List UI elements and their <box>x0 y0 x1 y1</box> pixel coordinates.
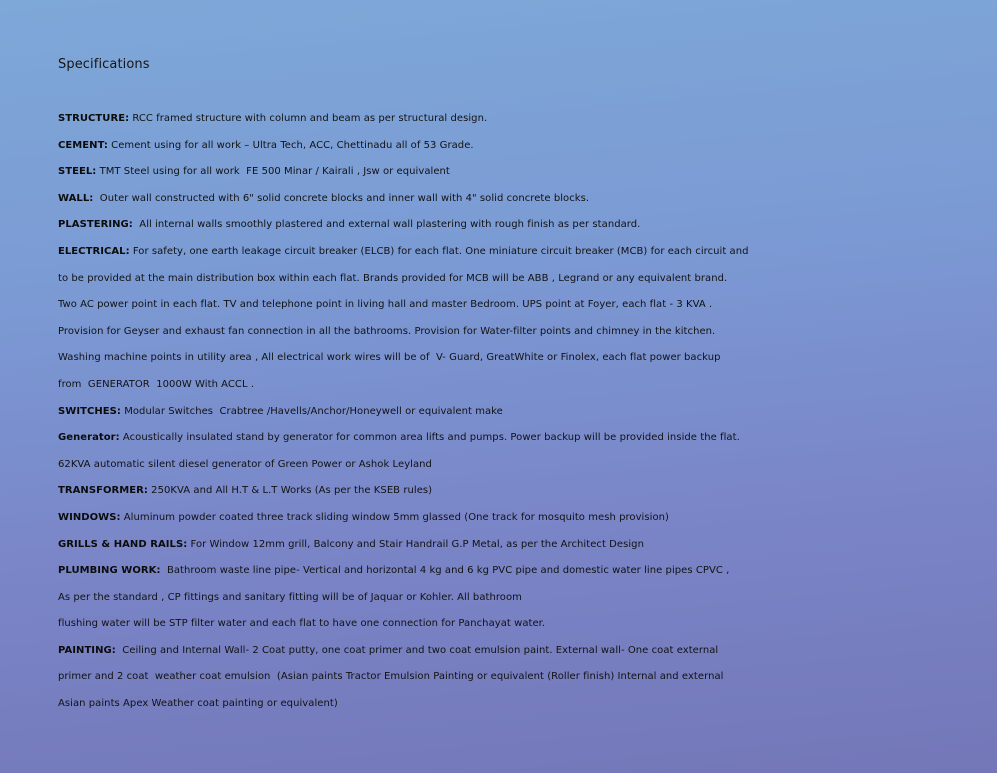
spec-text: Acoustically insulated stand by generator for common area lifts and pumps. Power backup will be provided inside the flat. <box>119 432 740 444</box>
spec-line <box>58 345 958 372</box>
spec-text: Outer wall constructed with 6" solid concrete blocks and inner wall with 4" solid concrete blocks. <box>93 192 590 204</box>
spec-line <box>58 133 958 160</box>
spec-line <box>58 478 958 505</box>
spec-line <box>58 664 958 691</box>
spec-label: STEEL: <box>58 166 97 178</box>
spec-label: PLUMBING WORK: <box>58 565 161 577</box>
spec-label: WALL: <box>58 192 94 204</box>
spec-text: 62KVA automatic silent diesel generator of Green Power or Ashok Leyland <box>58 458 432 470</box>
spec-text: Ceiling and Internal Wall- 2 Coat putty, one coat primer and two coat emulsion paint. External wall- One coat external <box>115 644 719 656</box>
spec-text: Provision for Geyser and exhaust fan connection in all the bathrooms. Provision for Water-filter points and chimney in the kitchen. <box>58 325 716 337</box>
spec-label: SWITCHES: <box>58 405 121 417</box>
spec-line <box>58 505 958 532</box>
spec-label: TRANSFORMER: <box>58 485 148 497</box>
spec-line <box>58 372 958 399</box>
spec-line <box>58 691 958 718</box>
spec-text: primer and 2 coat weather coat emulsion (Asian paints Tractor Emulsion Painting or equivalent (Roller finish) Internal and external <box>58 671 724 683</box>
spec-line <box>58 186 958 213</box>
spec-label: PAINTING: <box>58 644 116 656</box>
spec-text: Aluminum powder coated three track sliding window 5mm glassed (One track for mosquito mesh provision) <box>120 511 669 523</box>
spec-label: PLASTERING: <box>58 219 133 231</box>
spec-label: WINDOWS: <box>58 511 121 523</box>
spec-text: flushing water will be STP filter water and each flat to have one connection for Panchayat water. <box>58 618 546 630</box>
spec-line <box>58 585 958 612</box>
spec-label: Generator: <box>58 432 120 444</box>
spec-line <box>58 292 958 319</box>
spec-text: Two AC power point in each flat. TV and telephone point in living hall and master Bedroom. UPS point at Foyer, each flat - 3 KVA . <box>58 299 713 311</box>
page-heading: Specifications <box>58 57 150 72</box>
spec-text: For Window 12mm grill, Balcony and Stair Handrail G.P Metal, as per the Architect Design <box>187 538 644 550</box>
spec-text: As per the standard , CP fittings and sanitary fitting will be of Jaquar or Kohler. All bathroom <box>58 591 522 603</box>
spec-text: For safety, one earth leakage circuit breaker (ELCB) for each flat. One miniature circuit breaker (MCB) for each circuit and <box>129 245 749 257</box>
spec-text: Asian paints Apex Weather coat painting or equivalent) <box>58 698 338 710</box>
spec-label: GRILLS & HAND RAILS: <box>58 538 188 550</box>
spec-line <box>58 106 958 133</box>
spec-text: Cement using for all work – Ultra Tech, ACC, Chettinadu all of 53 Grade. <box>107 139 474 151</box>
spec-text: to be provided at the main distribution box within each flat. Brands provided for MCB will be ABB , Legrand or any equivalent brand. <box>58 272 728 284</box>
spec-text: RCC framed structure with column and beam as per structural design. <box>129 113 488 124</box>
spec-text: Bathroom waste line pipe- Vertical and horizontal 4 kg and 6 kg PVC pipe and domestic water line pipes CPVC , <box>160 565 730 577</box>
specification-list <box>58 106 958 718</box>
spec-label: ELECTRICAL: <box>58 245 130 257</box>
spec-line <box>58 212 958 239</box>
spec-line <box>58 239 958 266</box>
spec-line <box>58 532 958 559</box>
spec-text: All internal walls smoothly plastered and external wall plastering with rough finish as per standard. <box>132 219 641 231</box>
spec-line <box>58 399 958 426</box>
spec-line <box>58 611 958 638</box>
spec-label: STRUCTURE: <box>58 113 130 124</box>
spec-line <box>58 266 958 293</box>
spec-line <box>58 319 958 346</box>
spec-line <box>58 159 958 186</box>
spec-text: 250KVA and All H.T & L.T Works (As per the KSEB rules) <box>147 485 433 497</box>
spec-line <box>58 638 958 665</box>
spec-label: CEMENT: <box>58 139 108 151</box>
spec-text: Washing machine points in utility area , All electrical work wires will be of V- Guard, GreatWhite or Finolex, each flat power backup <box>58 352 721 364</box>
spec-line <box>58 558 958 585</box>
spec-text: from GENERATOR 1000W With ACCL . <box>58 378 255 390</box>
spec-line <box>58 452 958 479</box>
spec-text: TMT Steel using for all work FE 500 Minar / Kairali , Jsw or equivalent <box>96 166 450 178</box>
spec-text: Modular Switches Crabtree /Havells/Anchor/Honeywell or equivalent make <box>120 405 503 417</box>
spec-line <box>58 425 958 452</box>
